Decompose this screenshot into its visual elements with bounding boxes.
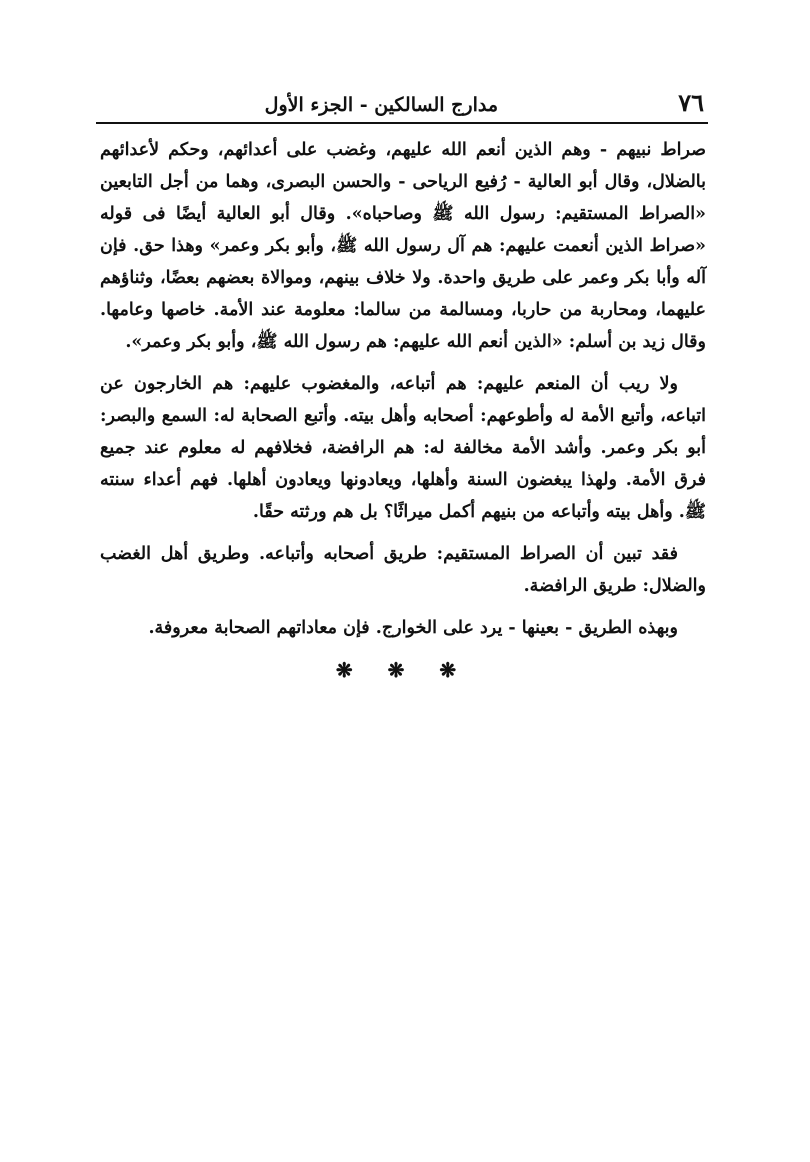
paragraph: وبهذه الطريق - بعينها - يرد على الخوارج. فإن معاداتهم الصحابة معروفة. <box>148 618 678 638</box>
running-title: مدارج السالكين - الجزء الأول <box>264 94 498 116</box>
header-rule <box>96 122 708 124</box>
paragraph: صراط نبيهم - وهم الذين أنعم الله عليهم، وغضب على أعدائهم، وحكم لأعدائهم بالضلال، وقال أبو العالية - رُفيع الرياحى - والحسن البصرى، وهما من أجل التابعين «الصراط المستقيم: رسول الله ﷺ وصاحباه». وقال أبو العالية أيضًا فى قوله «صراط الذين أنعمت عليهم: هم آل رسول الله ﷺ، وأبو بكر وعمر» وهذا حق. فإن آله وأبا بكر وعمر على طريق واحدة. ولا خلاف بينهم، وموالاة بعضهم بعضًا، وثناؤهم عليهما، ومحاربة من حاربا، ومسالمة من سالما: معلومة عند الأمة. خاصها وعامها. وقال زيد بن أسلم: «الذين أنعم الله عليهم: هم رسول الله ﷺ، وأبو بكر وعمر». <box>100 140 706 352</box>
section-separator: ❋ ❋ ❋ <box>335 658 471 682</box>
paragraph: فقد تبين أن الصراط المستقيم: طريق أصحابه وأتباعه. وطريق أهل الغضب والضلال: طريق الرافضة. <box>100 544 706 596</box>
page-number: ٧٦ <box>678 88 704 117</box>
body-text <box>100 134 706 686</box>
paragraph: ولا ريب أن المنعم عليهم: هم أتباعه، والمغضوب عليهم: هم الخارجون عن اتباعه، وأتبع الأمة له وأطوعهم: أصحابه وأهل بيته. وأتبع الصحابة له: السمع والبصر: أبو بكر وعمر. وأشد الأمة مخالفة له: هم الرافضة، فخلافهم له معلوم عند جميع فرق الأمة. ولهذا يبغضون السنة وأهلها، ويعادونها ويعادون أهلها. فهم أعداء سنته ﷺ. وأهل بيته وأتباعه من بنيهم أكمل ميراثًا؟ بل هم ورثته حقًا. <box>100 374 706 522</box>
page-header <box>96 86 708 124</box>
